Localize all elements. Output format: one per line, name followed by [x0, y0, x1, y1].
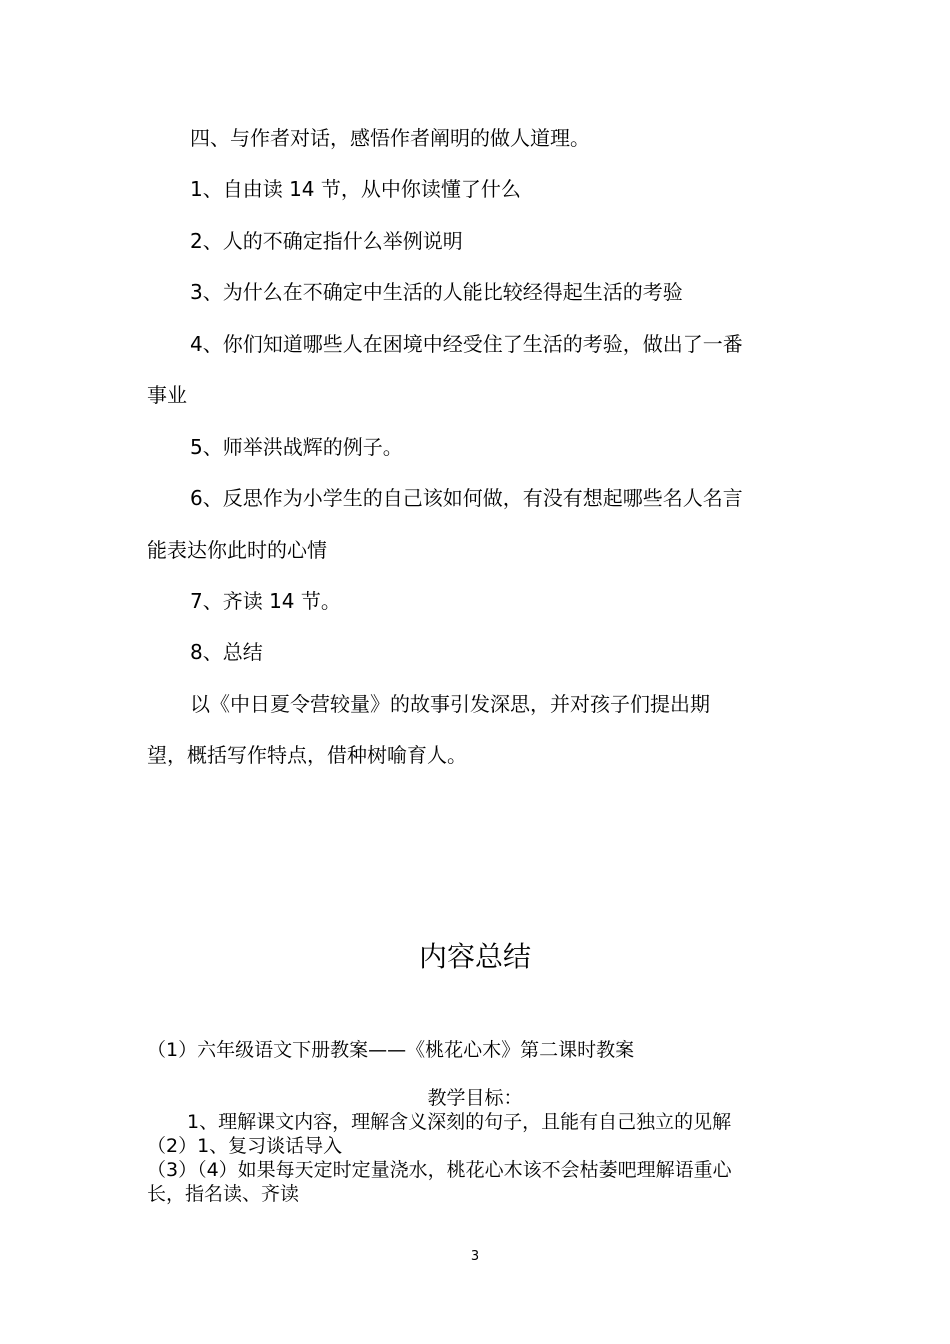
summary-title: 内容总结 [418, 940, 531, 973]
summary-line: 1、理解课文内容，理解含义深刻的句子，且能有自己独立的见解 [187, 1111, 732, 1133]
body-line: 事业 [147, 383, 187, 407]
body-line: 4、你们知道哪些人在困境中经受住了生活的考验，做出了一番 [190, 332, 743, 356]
body-line: 望，概括写作特点，借种树喻育人。 [147, 743, 467, 767]
body-line: 3、为什么在不确定中生活的人能比较经得起生活的考验 [190, 280, 683, 304]
body-line: 8、总结 [190, 640, 263, 664]
body-line: 1、自由读 14 节，从中你读懂了什么 [190, 177, 521, 201]
body-line: 以《中日夏令营较量》的故事引发深思，并对孩子们提出期 [190, 692, 710, 716]
summary-line: 长，指名读、齐读 [147, 1183, 300, 1205]
body-line: 7、齐读 14 节。 [190, 589, 341, 613]
body-line: 5、师举洪战辉的例子。 [190, 435, 403, 459]
body-line: 能表达你此时的心情 [147, 538, 327, 562]
body-line: 6、反思作为小学生的自己该如何做，有没有想起哪些名人名言 [190, 486, 743, 510]
summary-subheading: 教学目标： [427, 1087, 523, 1109]
summary-line: （3）（4）如果每天定时定量浇水，桃花心木该不会枯萎吧理解语重心 [147, 1159, 732, 1181]
summary-line: （1）六年级语文下册教案——《桃花心木》第二课时教案 [147, 1039, 635, 1061]
page-number: 3 [470, 1249, 480, 1264]
body-line: 2、人的不确定指什么举例说明 [190, 229, 463, 253]
body-line: 四、与作者对话，感悟作者阐明的做人道理。 [190, 126, 590, 150]
summary-line: （2）1、复习谈话导入 [147, 1135, 343, 1157]
